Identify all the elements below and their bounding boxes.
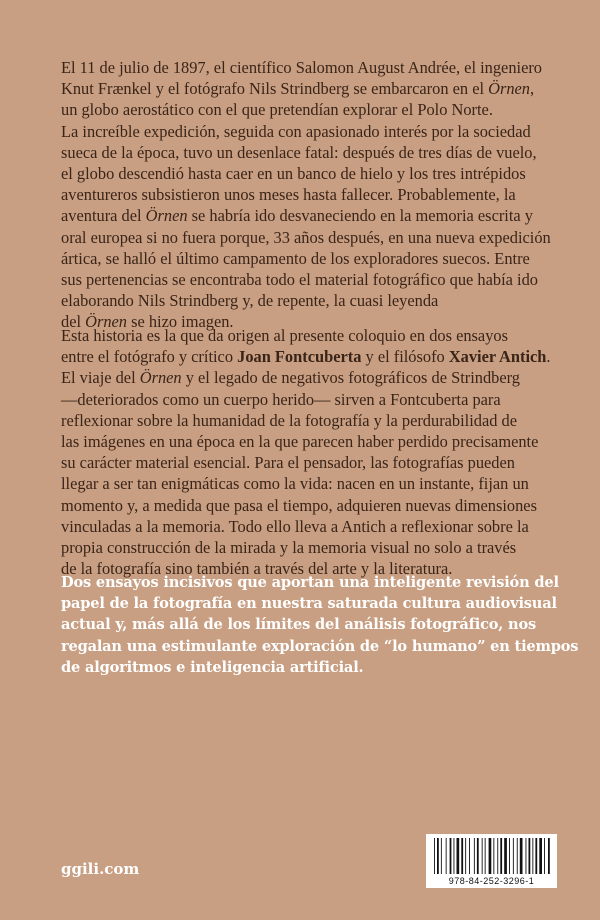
publisher-website[interactable]: ggili.com <box>61 860 140 878</box>
barcode-icon <box>426 834 557 876</box>
text-line <box>61 57 545 78</box>
text-line <box>61 473 545 494</box>
barcode-bar <box>517 838 518 874</box>
text-segment: Esta historia es la que da origen al presente coloquio en dos ensayos <box>61 326 508 345</box>
text-line <box>61 290 545 311</box>
barcode-bar <box>477 838 479 874</box>
text-line <box>61 142 545 163</box>
barcode-bar <box>446 838 447 874</box>
paragraph-essays <box>61 325 551 579</box>
barcode-bar <box>504 838 507 874</box>
text-line <box>61 99 545 120</box>
paragraph-highlight <box>61 572 579 678</box>
text-line <box>61 269 545 290</box>
barcode-bar <box>544 838 545 874</box>
text-segment: Knut Frænkel y el fotógrafo Nils Strindberg se embarcaron en el <box>61 79 489 99</box>
highlight-line: Dos ensayos incisivos que aportan una inteligente revisión del <box>61 574 559 591</box>
text-segment: aventura del <box>61 206 146 226</box>
text-segment: sus pertenencias se encontraba todo el material fotográfico que había ido <box>61 270 538 290</box>
barcode-bar <box>532 838 533 874</box>
text-line <box>61 184 545 205</box>
text-segment: Örnen <box>85 312 128 332</box>
text-segment: propia construcción de la mirada y la memoria visual no solo a través <box>61 538 517 558</box>
barcode-bar <box>454 838 455 874</box>
text-segment: Örnen <box>139 368 182 388</box>
text-segment: se hizo imagen. <box>127 312 234 332</box>
text-segment: Xavier Antich <box>448 347 547 367</box>
text-segment: Örnen <box>145 206 188 226</box>
highlight-line: actual y, más allá de los límites del análisis fotográfico, nos <box>61 616 537 634</box>
text-line <box>61 248 545 269</box>
barcode-bar <box>513 838 514 874</box>
text-line <box>61 227 551 248</box>
barcode-bar <box>469 838 470 874</box>
text-segment: elaborando Nils Strindberg y, de repente, la cuasi leyenda <box>61 291 439 311</box>
text-line <box>61 325 545 346</box>
barcode-bar <box>497 838 498 874</box>
barcode-bar <box>526 838 527 874</box>
text-segment: vinculadas a la memoria. Todo ello lleva a Antich a reflexionar sobre la <box>61 516 529 536</box>
barcode-bar <box>493 838 494 874</box>
text-segment: . <box>546 347 551 367</box>
text-line <box>61 495 545 516</box>
barcode-bar <box>450 838 452 874</box>
text-segment: —deteriorados como un cuerpo herido— sirven a Fontcuberta para <box>61 389 501 409</box>
text-segment: llegar a ser tan enigmáticas como la vida: nacen en un instante, fijan un <box>61 474 529 494</box>
barcode-bar <box>465 838 466 874</box>
paragraph-history <box>61 57 551 333</box>
text-segment: reflexionar sobre la humanidad de la fotografía y la perdurabilidad de <box>61 410 518 430</box>
barcode-bar <box>535 838 537 874</box>
highlight-line: de algoritmos e inteligencia artificial. <box>61 658 364 676</box>
text-line <box>61 516 545 537</box>
text-segment: momento y, a medida que pasa el tiempo, adquieren nuevas dimensiones <box>61 495 537 515</box>
barcode-bar <box>520 838 523 874</box>
text-segment: , <box>530 79 535 99</box>
text-line <box>61 452 545 473</box>
text-line <box>61 389 545 410</box>
highlight-line: papel de la fotografía en nuestra saturada cultura audiovisual <box>61 595 557 613</box>
text-line <box>61 410 545 431</box>
barcode-bar <box>500 838 502 874</box>
text-segment: Joan Fontcuberta <box>237 347 362 367</box>
barcode-bar <box>461 838 463 874</box>
text-line <box>61 78 545 99</box>
barcode-bar <box>509 838 510 874</box>
barcode-bar <box>539 838 542 874</box>
text-segment: se habría ido desvaneciendo en la memoria escrita y <box>187 206 533 226</box>
text-segment: y el filósofo <box>361 347 449 367</box>
text-segment: oral europea si no fuera porque, 33 años después, en una nueva expedición <box>61 227 551 247</box>
isbn-barcode <box>426 834 557 888</box>
text-line <box>61 163 545 184</box>
text-segment: entre el fotógrafo y crítico <box>61 347 238 367</box>
barcode-bar <box>529 838 531 874</box>
text-segment: las imágenes en una época en la que parecen haber perdido precisamente <box>61 432 539 452</box>
text-line <box>61 431 545 452</box>
text-line <box>61 367 545 388</box>
text-segment: un globo aerostático con el que pretendían explorar el Polo Norte. <box>61 100 493 120</box>
barcode-bar <box>434 838 435 874</box>
barcode-bar <box>485 838 486 874</box>
text-line <box>61 346 551 367</box>
text-segment: de la fotografía sino también a través del arte y la literatura. <box>61 559 453 579</box>
text-segment: El 11 de julio de 1897, el científico Salomon August Andrée, el ingeniero <box>61 58 542 77</box>
text-line <box>61 205 545 226</box>
text-segment: su carácter material esencial. Para el pensador, las fotografías pueden <box>61 453 515 473</box>
text-segment: ártica, se halló el último campamento de los exploradores suecos. Entre <box>61 248 530 268</box>
text-segment: aventureros subsistieron unos meses hasta fallecer. Probablemente, la <box>61 185 516 205</box>
text-segment: el globo descendió hasta caer en un banco de hielo y los tres intrépidos <box>61 164 526 184</box>
barcode-bar <box>489 838 492 874</box>
text-segment: La increíble expedición, seguida con apasionado interés por la sociedad <box>61 121 531 141</box>
text-line <box>61 537 545 558</box>
barcode-bar <box>548 838 550 874</box>
text-line <box>61 121 545 142</box>
isbn-number: 978-84-252-3296-1 <box>448 876 535 886</box>
barcode-bar <box>441 838 442 874</box>
highlight-line: regalan una estimulante exploración de “lo humano” en tiempos <box>61 637 579 655</box>
text-segment: y el legado de negativos fotográficos de Strindberg <box>181 368 520 388</box>
text-segment: El viaje del <box>61 368 140 388</box>
barcode-bar <box>437 838 439 874</box>
barcode-bar <box>482 838 483 874</box>
text-segment: Örnen <box>488 79 531 99</box>
barcode-bar <box>474 838 475 874</box>
barcode-bar <box>457 838 460 874</box>
text-segment: del <box>61 312 86 332</box>
text-segment: sueca de la época, tuvo un desenlace fatal: después de tres días de vuelo, <box>61 142 537 162</box>
